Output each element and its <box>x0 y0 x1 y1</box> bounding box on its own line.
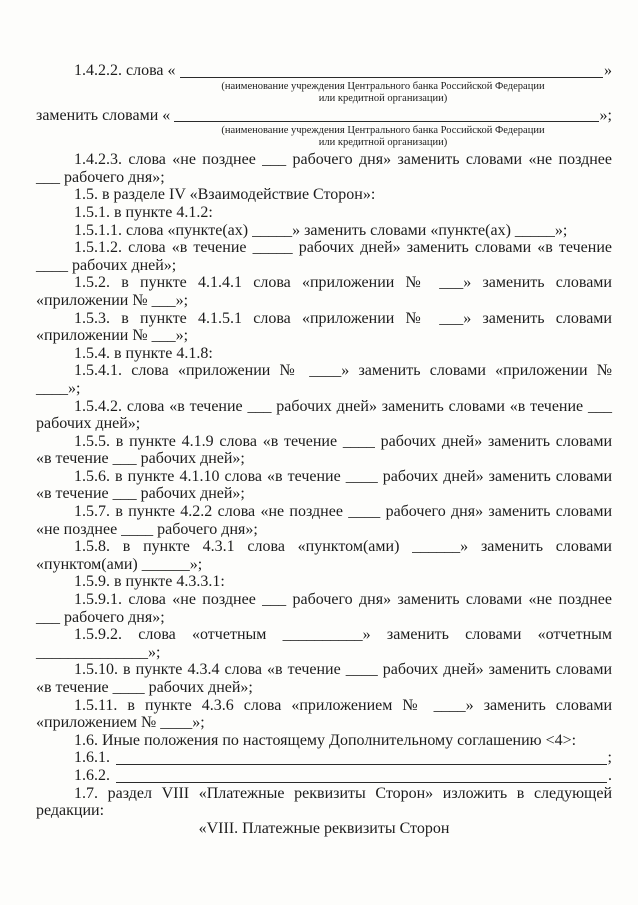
clause-1-5-1-1: 1.5.1.1. слова «пункте(ах) _____» заменить словами «пункте(ах) _____»; <box>74 221 568 239</box>
clause-1-4-2-2-line <box>36 62 612 80</box>
clause-1-5-1: 1.5.1. в пункте 4.1.2: <box>74 203 213 221</box>
caption-line-2: или кредитной организации) <box>318 92 448 104</box>
blank-underline <box>116 763 607 765</box>
clause-1-5-8: 1.5.8. в пункте 4.3.1 слова «пунктом(ами) ______» заменить словами «пунктом(ами) ______»; <box>36 538 612 573</box>
replace-prefix: заменить словами « <box>36 106 171 124</box>
clause-1-5-3: 1.5.3. в пункте 4.1.5.1 слова «приложении № ___» заменить словами «приложении № ___»; <box>36 309 612 345</box>
blank-underline <box>174 120 598 122</box>
clause-1-6-2-terminator: . <box>608 766 612 784</box>
clause-1-5-9-1: 1.5.9.1. слова «не позднее ___ рабочего дня» заменить словами «не позднее ___ рабочего дня»; <box>36 591 612 626</box>
blank-caption <box>154 81 612 105</box>
clause-1-5-5: 1.5.5. в пункте 4.1.9 слова «в течение ____ рабочих дней» заменить словами «в течение ___ рабочих дней»; <box>36 432 612 468</box>
clause-1-4-2-2-close-quote: » <box>604 62 612 79</box>
clause-1-5-2: 1.5.2. в пункте 4.1.4.1 слова «приложении № ___» заменить словами «приложении № ___»; <box>36 274 612 309</box>
clause-1-6-1-terminator: ; <box>607 749 612 767</box>
clause-1-6-1-line <box>36 749 612 767</box>
section-viii-heading: «VIII. Платежные реквизиты Сторон <box>198 819 450 837</box>
clause-1-7: 1.7. раздел VIII «Платежные реквизиты Сторон» изложить в следующей редакции: <box>36 784 612 820</box>
clause-1-5-11: 1.5.11. в пункте 4.3.6 слова «приложением № ____» заменить словами «приложением № ____»; <box>36 696 612 732</box>
caption-line-2: или кредитной организации) <box>318 137 448 149</box>
clause-1-6-2-label: 1.6.2. <box>74 766 110 784</box>
clause-1-4-2-2-prefix: 1.4.2.2. слова « <box>74 62 176 79</box>
clause-1-6: 1.6. Иные положения по настоящему Дополнительному соглашению <4>: <box>74 731 577 749</box>
clause-1-5-4-1: 1.5.4.1. слова «приложении № ____» заменить словами «приложении № ____»; <box>36 362 612 397</box>
clause-1-5-9-2: 1.5.9.2. слова «отчетным __________» заменить словами «отчетным ______________»; <box>36 626 612 661</box>
clause-1-5: 1.5. в разделе IV «Взаимодействие Сторон»: <box>74 186 376 204</box>
clause-1-5-9: 1.5.9. в пункте 4.3.3.1: <box>74 573 225 591</box>
caption-line-1: (наименование учреждения Центрального банка Российской Федерации <box>221 80 545 92</box>
clause-1-5-4-2: 1.5.4.2. слова «в течение ___ рабочих дней» заменить словами «в течение ___ рабочих дней»; <box>36 397 612 433</box>
blank-underline <box>180 76 603 78</box>
caption-line-1: (наименование учреждения Центрального банка Российской Федерации <box>221 125 545 137</box>
clause-1-4-2-3: 1.4.2.3. слова «не позднее ___ рабочего дня» заменить словами «не позднее ___ рабочего дня»; <box>36 151 612 186</box>
clause-1-5-1-2: 1.5.1.2. слова «в течение _____ рабочих дней» заменить словами «в течение ____ рабочих дней»; <box>36 239 612 274</box>
clause-1-6-1-label: 1.6.1. <box>74 749 110 767</box>
clause-1-4-2-2-replace-line <box>36 107 612 125</box>
clause-1-5-4: 1.5.4. в пункте 4.1.8: <box>74 344 213 362</box>
clause-1-6-2-line <box>36 767 612 785</box>
blank-underline <box>116 781 607 783</box>
clause-1-5-7: 1.5.7. в пункте 4.2.2 слова «не позднее ____ рабочего дня» заменить словами «не позднее ____ рабочего дня»; <box>36 503 612 538</box>
replace-close-quote: »; <box>599 106 612 124</box>
clause-1-5-6: 1.5.6. в пункте 4.1.10 слова «в течение ____ рабочих дней» заменить словами «в течение ___ рабочих дней»; <box>36 467 612 503</box>
clause-1-5-10: 1.5.10. в пункте 4.3.4 слова «в течение ____ рабочих дней» заменить словами «в течение ____ рабочих дней»; <box>36 661 612 696</box>
blank-caption <box>154 125 612 149</box>
